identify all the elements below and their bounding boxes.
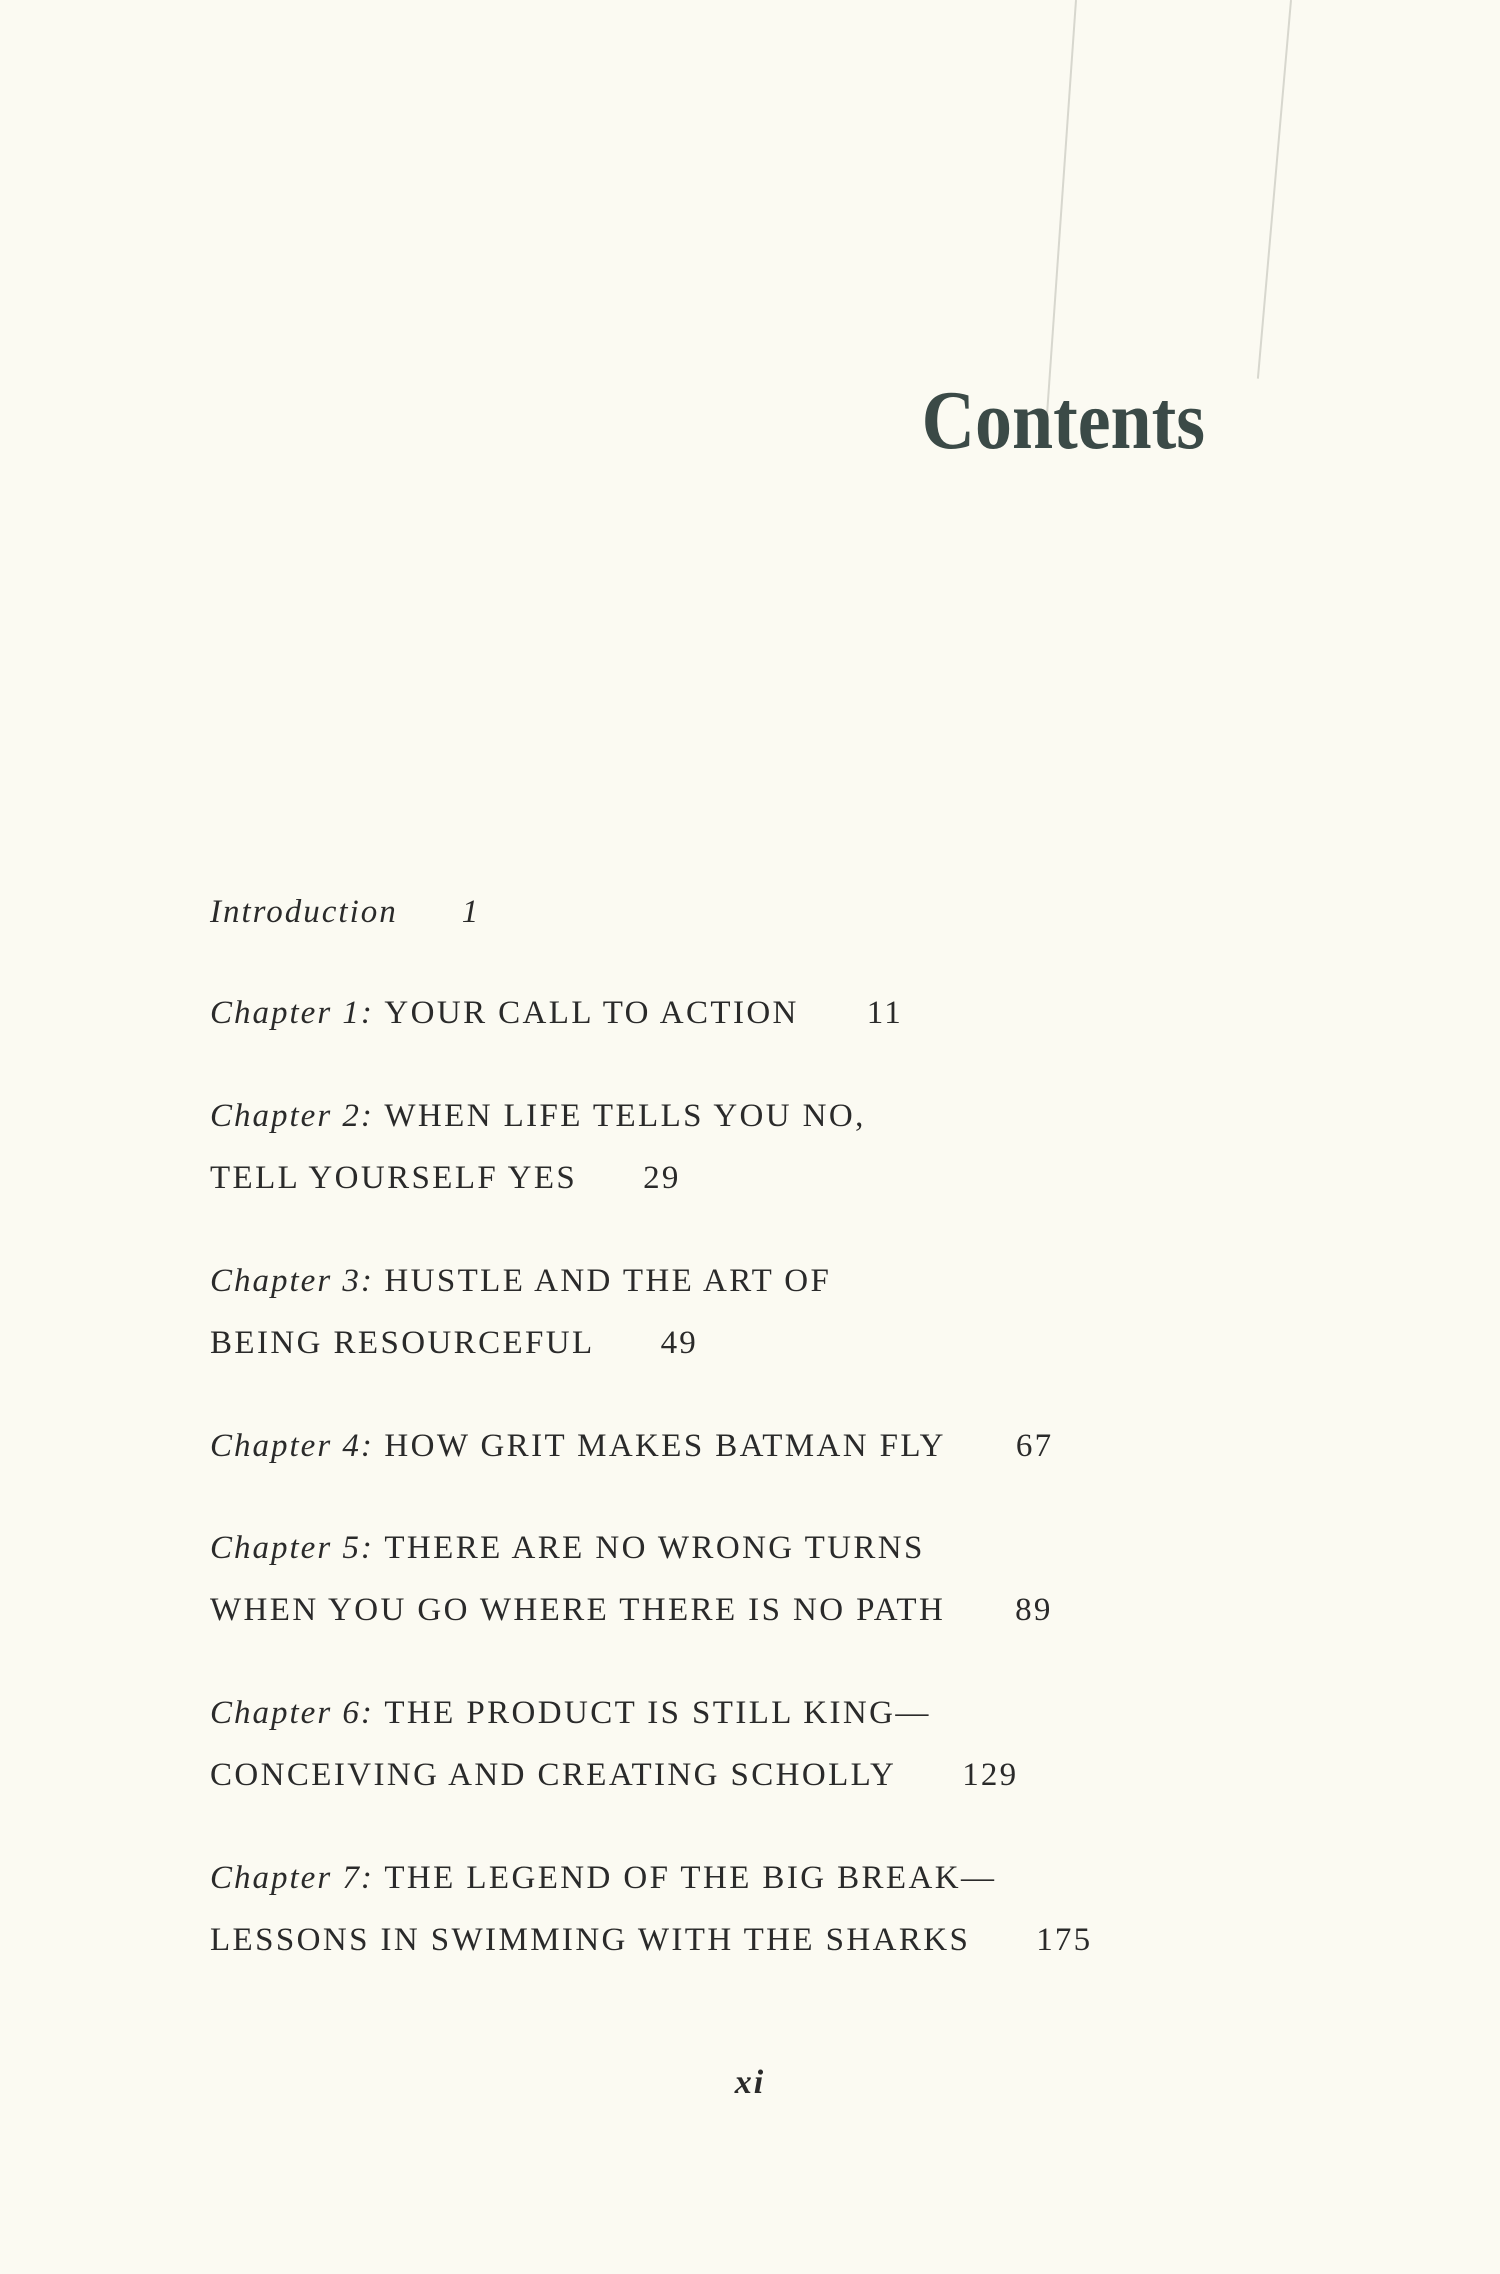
toc-line <box>210 1528 1053 1590</box>
chapter-label: Chapter 6: <box>210 1695 374 1731</box>
chapter-label: Chapter 4: <box>210 1428 374 1464</box>
toc-line <box>210 1755 1018 1817</box>
toc-line <box>210 1693 1018 1755</box>
chapter-title-cont: LESSONS IN SWIMMING WITH THE SHARKS <box>210 1922 971 1958</box>
page-number: 29 <box>643 1160 681 1196</box>
toc-line <box>210 1590 1053 1652</box>
toc-line <box>210 1096 866 1158</box>
toc-entry-chapter-5 <box>210 1528 1053 1652</box>
toc-line <box>210 1158 866 1220</box>
chapter-title: THE PRODUCT IS STILL KING— <box>384 1695 931 1731</box>
chapter-title-cont: CONCEIVING AND CREATING SCHOLLY <box>210 1757 897 1793</box>
chapter-title: HOW GRIT MAKES BATMAN FLY <box>384 1428 946 1464</box>
toc-entry-chapter-6 <box>210 1693 1018 1817</box>
chapter-title-cont: BEING RESOURCEFUL <box>210 1325 595 1361</box>
chapter-label: Chapter 2: <box>210 1098 374 1134</box>
page-number: 67 <box>1015 1428 1054 1464</box>
chapter-title: HUSTLE AND THE ART OF <box>384 1263 832 1299</box>
chapter-title: THERE ARE NO WRONG TURNS <box>384 1530 925 1566</box>
page-number: 11 <box>866 995 903 1031</box>
paper-crease <box>1045 0 1077 429</box>
page-number: 49 <box>660 1325 698 1361</box>
chapter-title-cont: WHEN YOU GO WHERE THERE IS NO PATH <box>210 1592 946 1628</box>
chapter-title: WHEN LIFE TELLS YOU NO, <box>384 1098 866 1134</box>
toc-line <box>210 993 903 1055</box>
page-number: 175 <box>1036 1922 1093 1958</box>
toc-entry-chapter-2 <box>210 1096 866 1220</box>
toc-line <box>210 1323 831 1385</box>
toc-entry-introduction <box>210 892 480 954</box>
paper-crease <box>1257 0 1292 379</box>
chapter-label: Chapter 1: <box>210 995 374 1031</box>
toc-entry-chapter-4 <box>210 1426 1053 1488</box>
page-folio: xi <box>734 2064 766 2101</box>
page-number: 129 <box>962 1757 1019 1793</box>
toc-entry-chapter-3 <box>210 1261 831 1385</box>
chapter-title: YOUR CALL TO ACTION <box>384 995 799 1031</box>
toc-line <box>210 1920 1092 1982</box>
chapter-title: THE LEGEND OF THE BIG BREAK— <box>384 1860 997 1896</box>
entry-label: Introduction <box>210 894 398 930</box>
toc-entry-chapter-1 <box>210 993 903 1055</box>
page-number: 89 <box>1015 1592 1053 1628</box>
chapter-label: Chapter 5: <box>210 1530 374 1566</box>
page-number: 1 <box>461 894 481 930</box>
toc-entry-chapter-7 <box>210 1858 1092 1982</box>
toc-line <box>210 1261 831 1323</box>
chapter-title-cont: TELL YOURSELF YES <box>210 1160 578 1196</box>
page-title: Contents <box>921 374 1205 467</box>
toc-line <box>210 1426 1053 1488</box>
chapter-label: Chapter 3: <box>210 1263 374 1299</box>
toc-line <box>210 1858 1092 1920</box>
chapter-label: Chapter 7: <box>210 1860 374 1896</box>
toc-line <box>210 892 480 954</box>
